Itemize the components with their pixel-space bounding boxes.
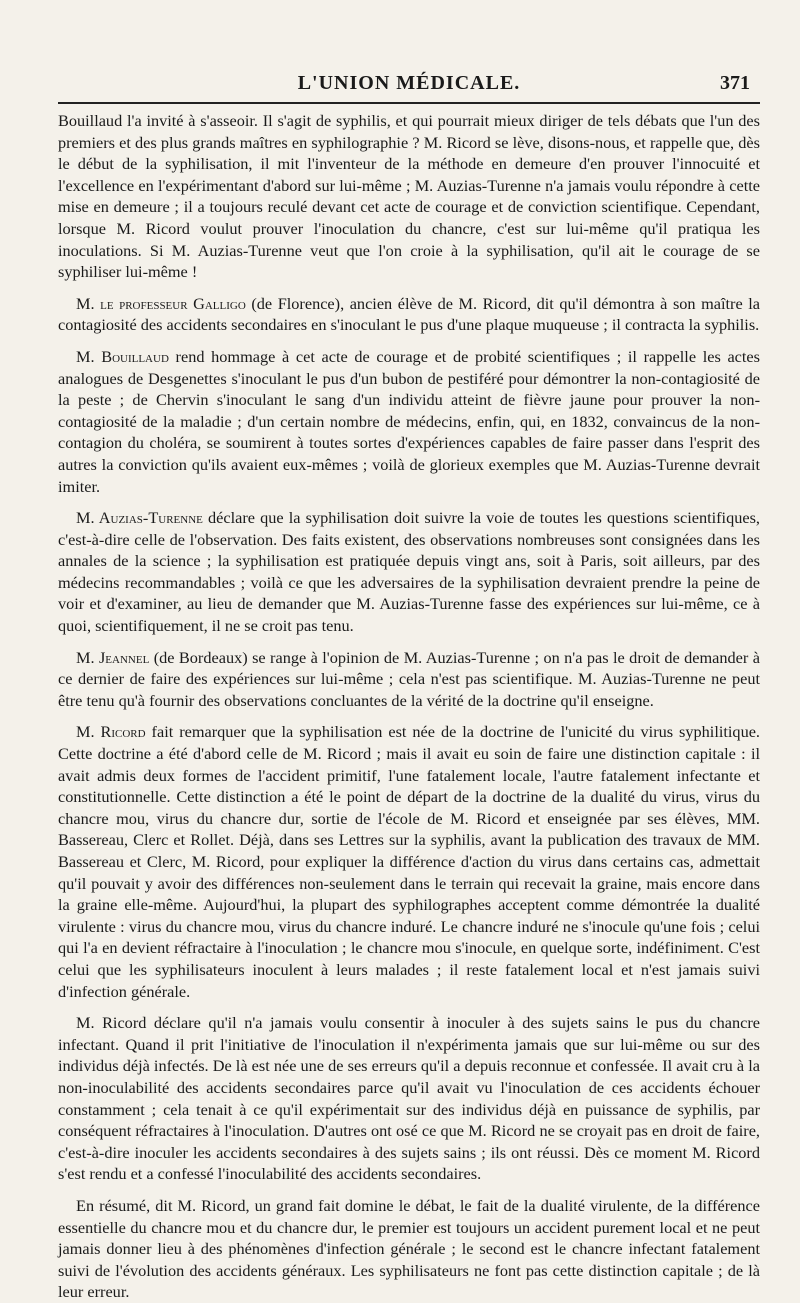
speaker-name: M. Auzias-Turenne bbox=[76, 508, 203, 528]
page-number: 371 bbox=[720, 72, 750, 94]
paragraph-text: (de Florence), ancien élève de M. Ricord, dit qu'il démontra à son maître la contagiosité des accidents secondaires en s'inoculant le pus d'une plaque muqueuse ; il contracta la syphilis. bbox=[58, 293, 761, 335]
speaker-name: M. Jeannel bbox=[76, 647, 150, 667]
paragraph-text: (de Bordeaux) se range à l'opinion de M. Auzias-Turenne ; on n'a pas le droit de demander à ce dernier de faire des expériences sur lui-même ; cela n'est pas scientifique. M. Auzias-Turenne ne peut être tenu qu'à fournir des observations concluantes de la vérité de la doctrine qu'il enseigne. bbox=[58, 647, 760, 710]
paragraph-4 bbox=[58, 507, 760, 637]
paragraph-6 bbox=[58, 721, 760, 1002]
paragraph-text: Bouillaud l'a invité à s'asseoir. Il s'agit de syphilis, et qui pourrait mieux diriger de tels débats que l'un des premiers et des plus grands maîtres en syphilographie ? M. Ricord se lève, disons-nous, et rappelle que, dès le début de la syphilisation, il mit l'inventeur de la méthode en demeure d'en prouver l'innocuité et l'excellence en l'expérimentant d'abord sur lui-même ; M. Auzias-Turenne n'a jamais voulu répondre à cette mise en demeure ; il a toujours reculé devant cet acte de courage et de conviction scientifique. Cependant, lorsque M. Ricord voulut prouver l'inoculation du chancre, c'est sur lui-même qu'il pratiqua les inoculations. Si M. Auzias-Turenne veut que l'on croie à la syphilisation, qu'il ait le courage de se syphiliser lui-même ! bbox=[58, 111, 760, 282]
running-header bbox=[58, 62, 760, 104]
paragraph-text: En résumé, dit M. Ricord, un grand fait domine le débat, le fait de la dualité virulente, de la différence essentielle du chancre mou et du chancre dur, le premier est toujours un accident purement local et ne peut jamais donner lieu à des phénomènes d'infection générale ; le second est le chancre infectant fatalement suivi de l'évolution des accidents généraux. Les syphilisateurs ne font pas cette distinction capitale ; de là leur erreur. bbox=[58, 1195, 760, 1302]
paragraph-1 bbox=[58, 110, 760, 283]
journal-title: L'UNION MÉDICALE. bbox=[297, 72, 521, 94]
paragraph-2 bbox=[58, 293, 760, 336]
speaker-name: M. le professeur Galligo bbox=[76, 293, 246, 313]
paragraph-5 bbox=[58, 647, 760, 712]
speaker-name: M. Bouillaud bbox=[76, 346, 169, 366]
paragraph-text: M. Ricord déclare qu'il n'a jamais voulu consentir à inoculer à des sujets sains le pus du chancre infectant. Quand il prit l'initiative de l'inoculation il n'expérimenta jamais que sur lui-même ou sur des individus déjà infectés. De là est née une de ses erreurs qu'il a depuis reconnue et confessée. Il avait cru à la non-inoculabilité des accidents secondaires parce qu'il avait vu l'inoculation de ces accidents échouer constamment ; cela tenait à ce qu'il expérimentait sur des individus déjà en puissance de syphilis, par conséquent réfractaires à l'inoculation. D'autres ont osé ce que M. Ricord ne se croyait pas en droit de faire, c'est-à-dire inoculer les accidents secondaires à des sujets sains ; ils ont réussi. Dès ce moment M. Ricord s'est rendu et a confessé l'inoculabilité des accidents secondaires. bbox=[58, 1013, 760, 1184]
paragraph-text: rend hommage à cet acte de courage et de probité scientifiques ; il rappelle les actes analogues de Desgenettes s'inoculant le pus d'un bubon de pestiféré pour démontrer la non-contagiosité de la peste ; de Chervin s'inoculant le sang d'un individu atteint de fièvre jaune pour prouver la non-contagiosité de la maladie ; d'un certain nombre de médecins, enfin, qui, en 1832, convaincus de la non-contagion du choléra, se soumirent à toutes sortes d'expériences capables de faire passer dans l'esprit des autres la conviction qu'ils avaient eux-mêmes ; voilà de glorieux exemples que M. Auzias-Turenne devrait imiter. bbox=[58, 346, 760, 496]
paragraph-text: déclare que la syphilisation doit suivre la voie de toutes les questions scientifiques, c'est-à-dire celle de l'observation. Des faits existent, des observations nombreuses sont consignées dans les annales de la science ; la syphilisation est pratiquée depuis vingt ans, soit à Paris, soit ailleurs, par des médecins recommandables ; voilà ce que les adversaires de la syphilisation devraient prendre la peine de voir et d'examiner, au lieu de demander que M. Auzias-Turenne fasse des expériences sur lui-même, ce à quoi, scientifiquement, il ne se croit pas tenu. bbox=[58, 508, 760, 636]
article-body bbox=[58, 110, 760, 1303]
speaker-name: M. Ricord bbox=[76, 722, 146, 742]
paragraph-7 bbox=[58, 1012, 760, 1185]
paragraph-3 bbox=[58, 346, 760, 497]
paragraph-8 bbox=[58, 1195, 760, 1303]
paragraph-text: fait remarquer que la syphilisation est née de la doctrine de l'unicité du virus syphilitique. Cette doctrine a été d'abord celle de M. Ricord ; mais il avait eu soin de faire une distinction capitale : il avait admis deux formes de l'accident primitif, l'une fatalement locale, l'autre fatalement infectante et constitutionnelle. Cette distinction a été le point de départ de la doctrine de la dualité du virus, virus du chancre mou, virus du chancre dur, sortie de l'école de M. Ricord et enseignée par ses élèves, MM. Bassereau, Clerc et Rollet. Déjà, dans ses Lettres sur la syphilis, avant la publication des travaux de MM. Bassereau et Clerc, M. Ricord, pour expliquer la différence d'action du virus dans certains cas, admettait qu'il pouvait y avoir des différences non-seulement dans le terrain qui recevait la graine, mais encore dans la graine elle-même. Aujourd'hui, la plupart des syphilographes acceptent comme démontrée la dualité virulente : virus du chancre mou, virus du chancre induré. Le chancre induré ne s'inocule qu'une fois ; celui qui l'a en devient réfractaire à l'inoculation ; le chancre mou s'inocule, en quelque sorte, indéfiniment. C'est celui que les syphilisateurs inoculent à leurs malades ; il reste fatalement local et n'est jamais suivi d'infection générale. bbox=[58, 722, 761, 1001]
